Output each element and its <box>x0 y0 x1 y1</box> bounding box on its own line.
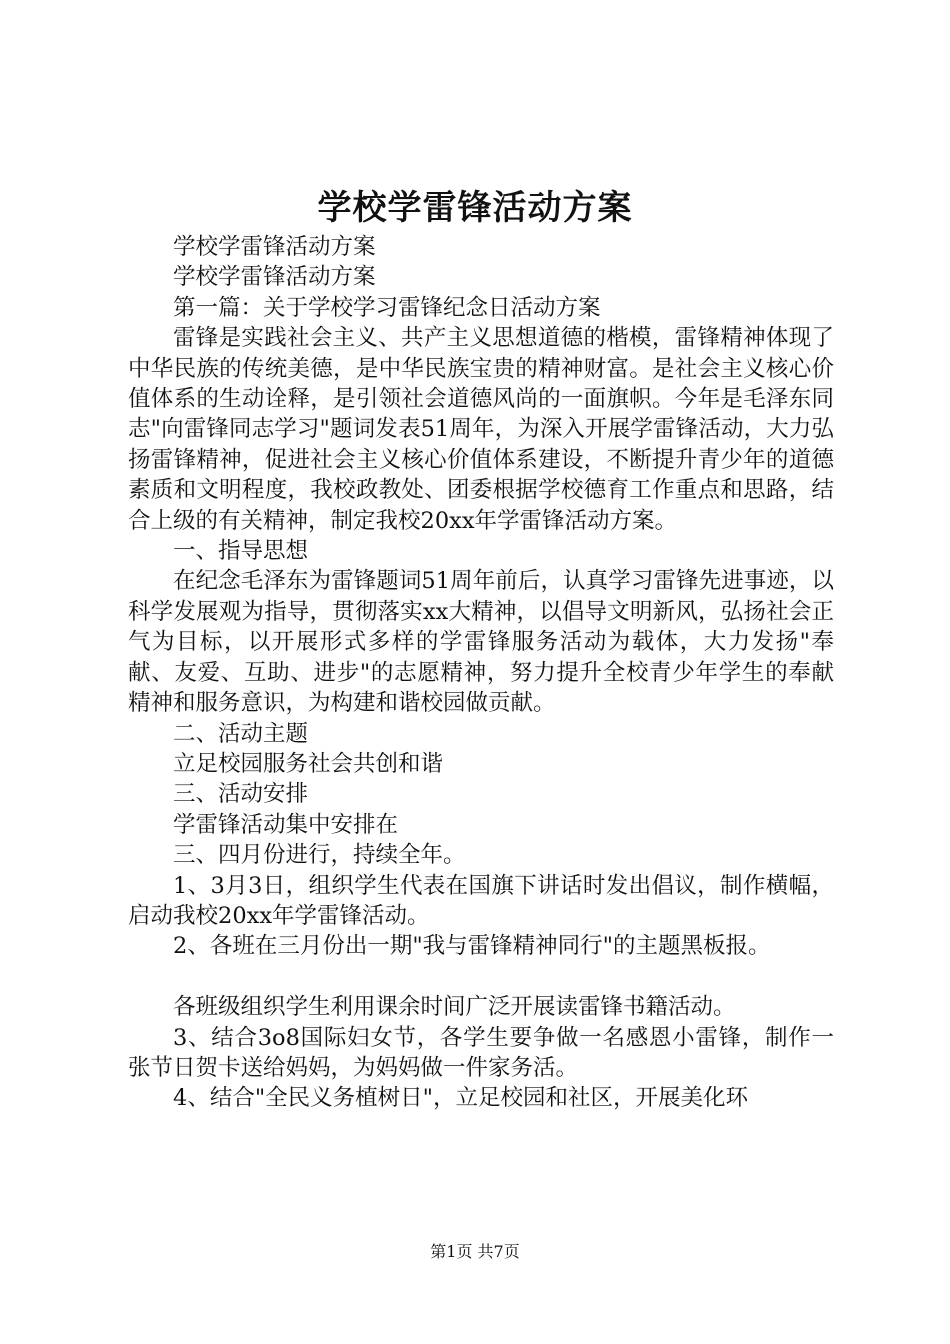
paragraph: 学雷锋活动集中安排在 <box>173 811 399 838</box>
section-heading: 一、指导思想 <box>173 538 309 565</box>
paragraph: 雷锋是实践社会主义、共产主义思想道德的楷模，雷锋精神体现了中华民族的传统美德，是中华民族宝贵的精神财富。是社会主义核心价值体系的生动诠释，是引领社会道德风尚的一面旗帜。今年是毛泽东同志"向雷锋同志学习"题词发表51周年，为深入开展学雷锋活动，大力弘扬雷锋精神，促进社会主义核心价值体系建设，不断提升青少年的道德素质和文明程度，我校政教处、团委根据学校德育工作重点和思路，结合上级的有关精神，制定我校20xx年学雷锋活动方案。 <box>128 325 834 534</box>
section-heading: 第一篇：关于学校学习雷锋纪念日活动方案 <box>173 294 601 321</box>
list-item: 1、3月3日，组织学生代表在国旗下讲话时发出倡议，制作横幅，启动我校20xx年学雷锋活动。 <box>128 872 834 929</box>
section-heading: 三、活动安排 <box>173 781 309 808</box>
blank-line <box>128 962 834 992</box>
document-title: 学校学雷锋活动方案 <box>317 188 633 228</box>
paragraph: 三、四月份进行，持续全年。 <box>173 842 466 869</box>
page-footer: 第1页 共7页 <box>430 1242 520 1261</box>
list-item: 2、各班在三月份出一期"我与雷锋精神同行"的主题黑板报。 <box>173 933 771 960</box>
paragraph: 学校学雷锋活动方案 <box>173 234 376 260</box>
section-heading: 二、活动主题 <box>173 720 309 747</box>
list-item: 4、结合"全民义务植树日"，立足校园和社区，开展美化环 <box>173 1085 749 1112</box>
paragraph: 各班级组织学生利用课余时间广泛开展读雷锋书籍活动。 <box>173 994 736 1021</box>
paragraph: 在纪念毛泽东为雷锋题词51周年前后，认真学习雷锋先进事迹，以科学发展观为指导，贯彻落实xx大精神，以倡导文明新风，弘扬社会正气为目标，以开展形式多样的学雷锋服务活动为载体，大力发扬"奉献、友爱、互助、进步"的志愿精神，努力提升全校青少年学生的奉献精神和服务意识，为构建和谐校园做贡献。 <box>128 568 834 717</box>
paragraph: 立足校园服务社会共创和谐 <box>173 750 444 777</box>
list-item: 3、结合3o8国际妇女节，各学生要争做一名感恩小雷锋，制作一张节日贺卡送给妈妈，为妈妈做一件家务活。 <box>128 1024 834 1081</box>
document-body <box>128 232 834 1114</box>
paragraph: 学校学雷锋活动方案 <box>173 264 376 291</box>
